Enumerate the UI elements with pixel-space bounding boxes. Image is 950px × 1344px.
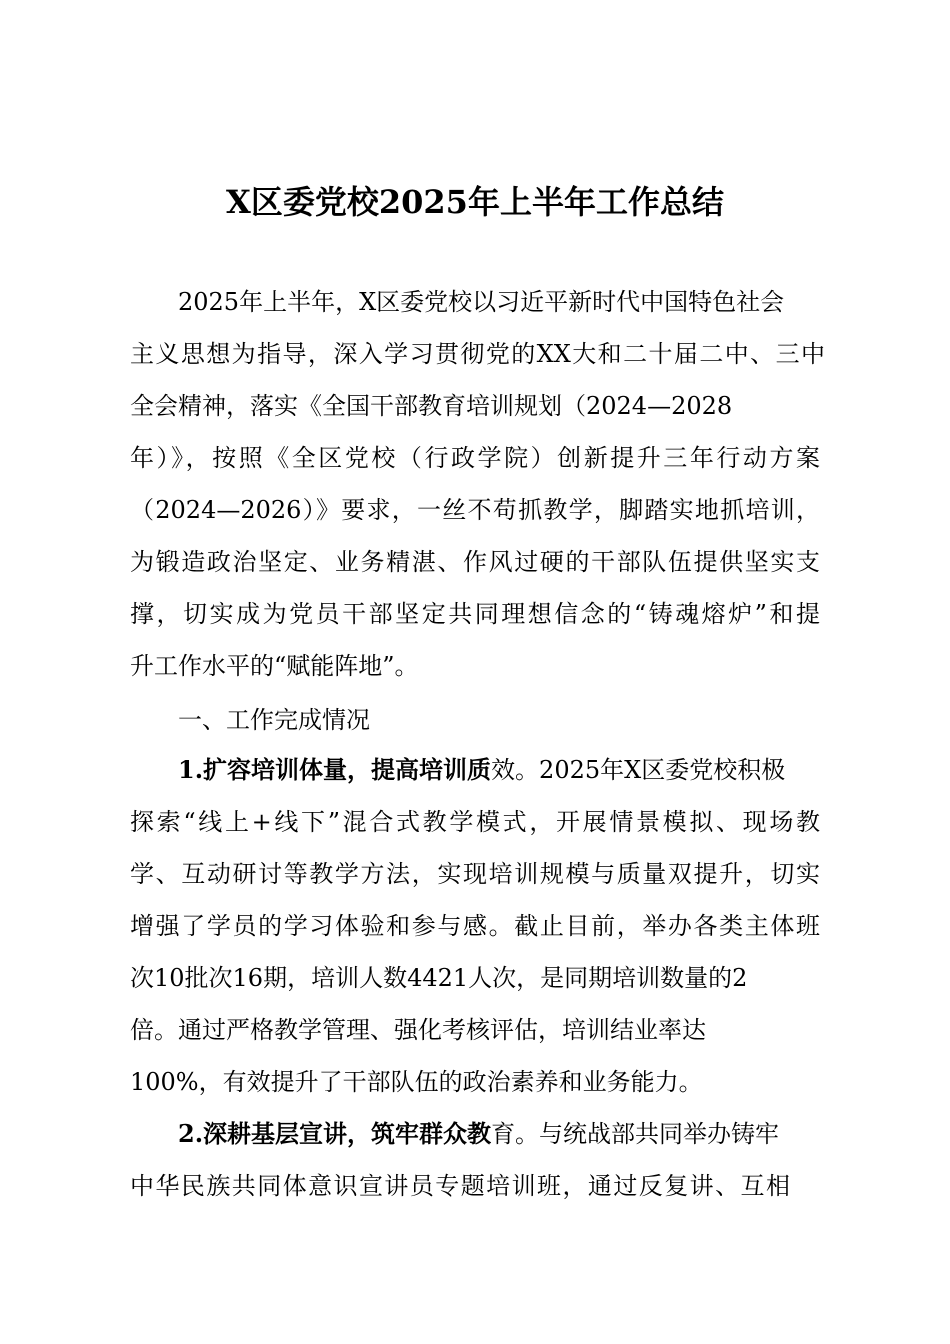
intro-line: 升工作水平的“赋能阵地”。	[130, 652, 419, 680]
intro-line: 主义思想为指导，深入学习贯彻党的XX大和二十届二中、三中	[130, 340, 825, 368]
item-1-line: 增强了学员的学习体验和参与感。截止目前，举办各类主体班	[130, 912, 820, 940]
item-2-first-line-rest: 育。与统战部共同举办铸牢	[491, 1120, 780, 1148]
intro-line: 撑，切实成为党员干部坚定共同理想信念的“铸魂熔炉”和提	[130, 600, 820, 628]
item-1-first-line-rest: 效。2025年X区委党校积极	[491, 756, 786, 784]
intro-line: 2025年上半年，X区委党校以习近平新时代中国特色社会	[178, 288, 785, 316]
item-2-line: 中华民族共同体意识宣讲员专题培训班，通过反复讲、互相	[130, 1172, 790, 1200]
item-1-line: 学、互动研讨等教学方法，实现培训规模与质量双提升，切实	[130, 860, 820, 888]
item-2-bold-lead: 2.深耕基层宣讲，筑牢群众教	[178, 1119, 492, 1148]
item-1-line: 探索“线上+线下”混合式教学模式，开展情景模拟、现场教	[130, 808, 820, 836]
item-1-line: 100%，有效提升了干部队伍的政治素养和业务能力。	[130, 1068, 703, 1096]
document-title: X区委党校2025年上半年工作总结	[226, 183, 724, 221]
item-1-bold-lead: 1.扩容培训体量，提高培训质	[178, 755, 492, 784]
intro-line: 年）》，按照《全区党校（行政学院）创新提升三年行动方案	[130, 444, 820, 472]
item-1-line: 倍。通过严格教学管理、强化考核评估，培训结业率达	[130, 1016, 706, 1044]
item-2-first-line	[178, 1114, 779, 1154]
intro-line: 全会精神，落实《全国干部教育培训规划（2024—2028	[130, 392, 733, 420]
item-1-first-line	[178, 750, 785, 790]
item-1-line: 次10批次16期，培训人数4421人次，是同期培训数量的2	[130, 964, 748, 992]
intro-line: 为锻造政治坚定、业务精湛、作风过硬的干部队伍提供坚实支	[130, 548, 820, 576]
intro-line: （2024—2026）》要求，一丝不苟抓教学，脚踏实地抓培训，	[130, 496, 820, 524]
section-heading: 一、工作完成情况	[178, 706, 370, 734]
